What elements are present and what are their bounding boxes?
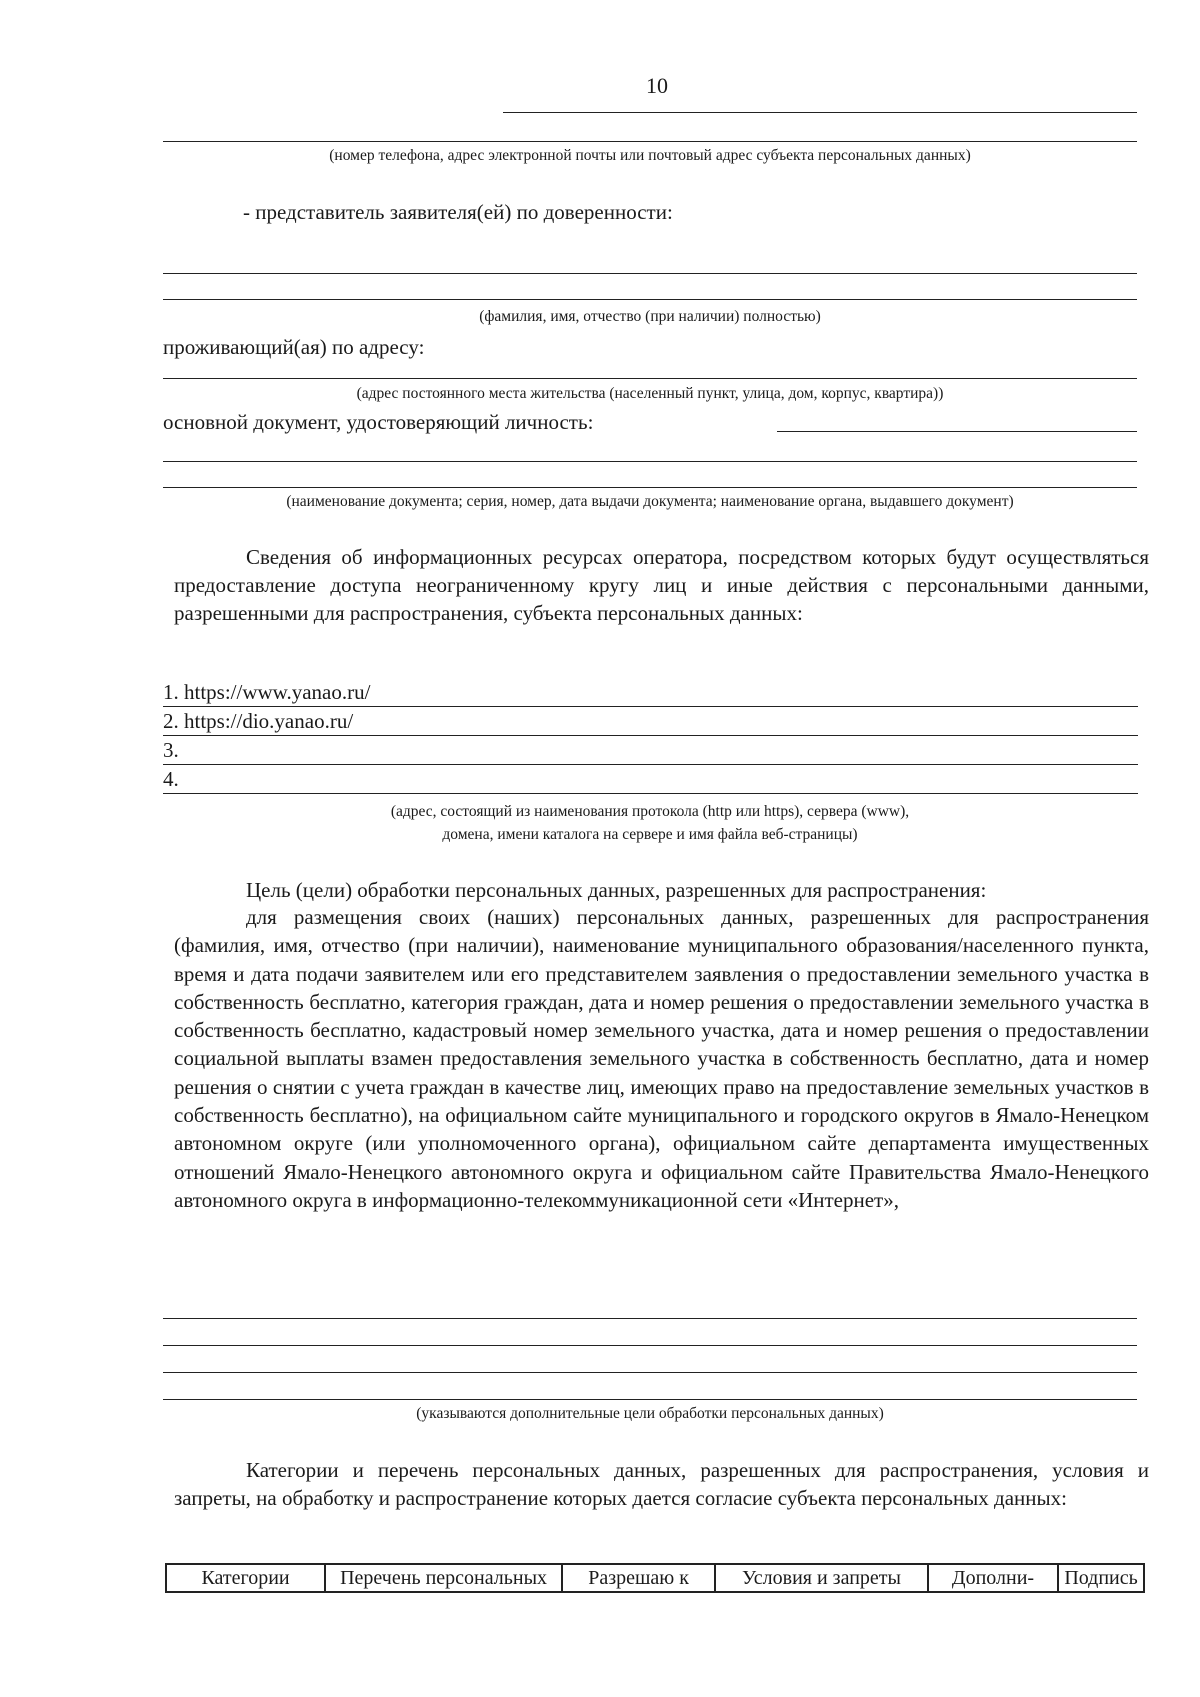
resource-4-text: 4.	[163, 767, 179, 791]
page-number: 10	[646, 73, 668, 98]
table-header-row	[166, 1564, 1144, 1592]
resource-row-1[interactable]	[163, 677, 1138, 707]
table-header-allow: Разрешаю к	[562, 1564, 715, 1592]
categories-intro: Категории и перечень персональных данных, разрешенных для распространения, условия и запреты, на обработку и распространение которых дается согласие субъекта персональных данных:	[174, 1458, 1149, 1511]
id-document-line-1[interactable]	[777, 431, 1137, 432]
additional-purpose-line-2[interactable]	[163, 1345, 1137, 1346]
resources-intro: Сведения об информационных ресурсах оператора, посредством которых будут осуществляться предоставление доступа неограниченному кругу лиц и иные действия с персональными данными, разрешенными для распространения, субъекта персональных данных:	[174, 545, 1149, 626]
categories-table	[165, 1563, 1145, 1593]
resource-1-text: 1. https://www.yanao.ru/	[163, 680, 371, 704]
purpose-text: для размещения своих (наших) персональных данных, разрешенных для распространения (фамилия, имя, отчество (при наличии), наименование муниципального образования/населенного пункта, время и дата подачи заявителем или его представителем заявления о предоставлении земельного участка в собственность бесплатно, категория граждан, дата и номер решения о предоставлении земельного участка в собственность бесплатно, кадастровый номер земельного участка, дата и номер решения о предоставлении социальной выплаты взамен предоставления земельного участка в собственность бесплатно, дата и номер решения о снятии с учета граждан в качестве лиц, имеющих право на предоставление земельных участков в собственность бесплатно), на официальном сайте муниципального и городского округов в Ямало-Ненецком автономном округе (или уполномоченного органа), официальном сайте департамента имущественных отношений Ямало-Ненецкого автономного округа и официальном сайте Правительства Ямало-Ненецкого автономного округа в информационно-телекоммуникационной сети «Интернет»,	[174, 905, 1149, 1212]
id-document-line-2[interactable]	[163, 461, 1137, 462]
top-underline	[503, 112, 1137, 113]
representative-line-2[interactable]	[163, 299, 1137, 300]
representative-line-1[interactable]	[163, 273, 1137, 274]
table-header-signature: Подпись	[1058, 1564, 1144, 1592]
additional-purpose-line-3[interactable]	[163, 1372, 1137, 1373]
additional-purposes-caption: (указываются дополнительные цели обработки персональных данных)	[416, 1405, 884, 1422]
residing-label: проживающий(ая) по адресу:	[163, 335, 425, 359]
contact-line[interactable]	[163, 141, 1137, 142]
address-caption: (адрес постоянного места жительства (населенный пункт, улица, дом, корпус, квартира))	[356, 385, 944, 402]
resources-caption-2: домена, имени каталога на сервере и имя файла веб-страницы)	[442, 826, 858, 843]
table-header-list: Перечень персональных	[325, 1564, 562, 1592]
address-line[interactable]	[163, 378, 1137, 379]
table-header-additional: Дополни-	[928, 1564, 1058, 1592]
resource-3-text: 3.	[163, 738, 179, 762]
resource-row-4[interactable]	[163, 764, 1138, 794]
purpose-heading: Цель (цели) обработки персональных данных, разрешенных для распространения:	[246, 878, 987, 902]
resource-row-2[interactable]	[163, 706, 1138, 736]
table-header-conditions: Условия и запреты	[715, 1564, 928, 1592]
additional-purpose-line-1[interactable]	[163, 1318, 1137, 1319]
resource-2-text: 2. https://dio.yanao.ru/	[163, 709, 354, 733]
additional-purpose-line-4[interactable]	[163, 1399, 1137, 1400]
contact-caption: (номер телефона, адрес электронной почты или почтовый адрес субъекта персональных данных)	[329, 147, 971, 164]
representative-label: - представитель заявителя(ей) по доверенности:	[243, 200, 673, 224]
resources-caption-1: (адрес, состоящий из наименования протокола (http или https), сервера (www),	[390, 803, 910, 820]
resource-row-3[interactable]	[163, 735, 1138, 765]
id-document-label: основной документ, удостоверяющий личность:	[163, 410, 594, 434]
id-document-line-3[interactable]	[163, 487, 1137, 488]
table-header-categories: Категории	[166, 1564, 325, 1592]
id-document-caption: (наименование документа; серия, номер, дата выдачи документа; наименование органа, выдавшего документ)	[286, 493, 1014, 510]
fio-caption: (фамилия, имя, отчество (при наличии) полностью)	[479, 308, 821, 325]
